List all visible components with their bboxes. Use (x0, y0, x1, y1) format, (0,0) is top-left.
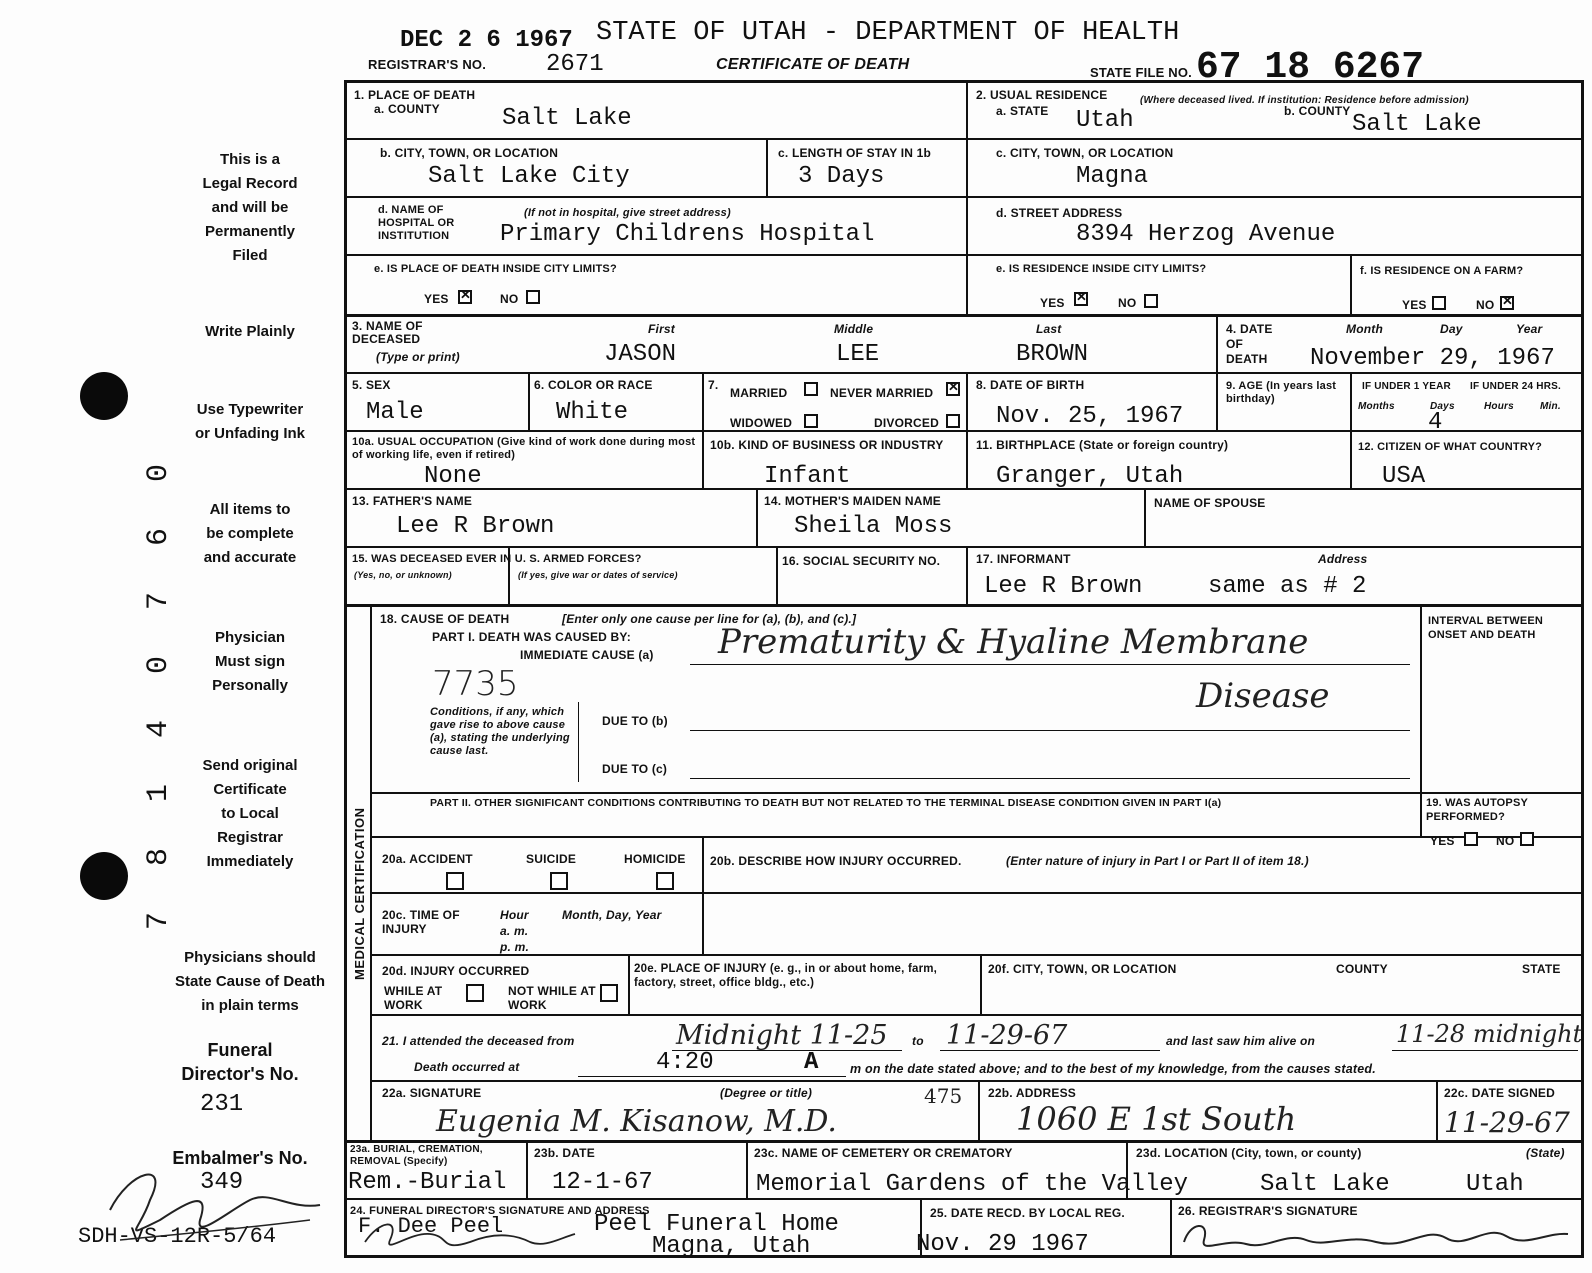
typewriter-note: Use Typewriter or Unfading Ink (195, 401, 305, 442)
res-limits-yes-checkbox[interactable] (1074, 292, 1088, 306)
homicide-checkbox[interactable] (656, 872, 674, 890)
not-while-at-work-checkbox[interactable] (600, 984, 618, 1002)
autopsy-yes-checkbox[interactable] (1464, 832, 1478, 846)
informant-name: Lee R Brown (984, 573, 1143, 600)
sex-label: 5. SEX (352, 378, 391, 392)
sex: Male (366, 399, 424, 426)
burial-date-label: 23b. DATE (534, 1146, 595, 1160)
res-limits-no-checkbox[interactable] (1144, 294, 1158, 308)
not-while-at-work-label: NOT WHILE AT WORK (508, 984, 596, 1012)
never-married-checkbox[interactable] (946, 382, 960, 396)
under-1-year-label: IF UNDER 1 YEAR (1362, 381, 1451, 392)
registrar-no-label: REGISTRAR'S NO. (368, 57, 487, 72)
due-to-c-label: DUE TO (c) (602, 762, 668, 776)
armed-note-2: (If yes, give war or dates of service) (518, 570, 678, 580)
death-statement: m on the date stated above; and to the best of my knowledge, from the causes stated. (850, 1062, 1376, 1076)
farm-yes-checkbox[interactable] (1432, 296, 1446, 310)
legal-record-note: This is a Legal Record and will be Permanently Filed (202, 151, 298, 264)
burial-location: Salt Lake (1260, 1171, 1390, 1198)
first-name-label: First (648, 322, 676, 336)
punch-hole-bottom (80, 852, 128, 900)
death-county-label: a. COUNTY (374, 102, 440, 116)
hour-label: Hour (500, 908, 529, 922)
immediate-cause: Prematurity & Hyaline Membrane (718, 622, 1309, 662)
funeral-director-sig-label: 24. FUNERAL DIRECTOR'S SIGNATURE AND ADDRESS (350, 1205, 650, 1217)
state-file-no: 67 18 6267 (1196, 46, 1425, 89)
business: Infant (764, 463, 851, 490)
deceased-name-label: 3. NAME OF DECEASED (352, 319, 423, 346)
due-to-b-label: DUE TO (b) (602, 714, 668, 728)
attended-to-label: to (912, 1034, 924, 1048)
injury-occurred-label: 20d. INJURY OCCURRED (382, 964, 530, 978)
divorced-label: DIVORCED (874, 416, 939, 430)
mother-label: 14. MOTHER'S MAIDEN NAME (764, 494, 942, 508)
am-label: a. m. (500, 924, 529, 938)
hospital-name: Primary Childrens Hospital (500, 221, 875, 248)
while-at-work-checkbox[interactable] (466, 984, 484, 1002)
spouse-label: NAME OF SPOUSE (1154, 496, 1266, 510)
burial-type: Rem.-Burial (348, 1169, 507, 1196)
funeral-director-signature (360, 1212, 580, 1258)
death-limits-yes-checkbox[interactable] (458, 290, 472, 304)
date-of-death-label: 4. DATE OF DEATH (1226, 322, 1273, 366)
state-cause-note: Physicians should State Cause of Death in plain terms (174, 949, 326, 1014)
married-label: MARRIED (730, 386, 788, 400)
send-original-note: Send original Certificate to Local Registrar Immediately (202, 757, 298, 870)
married-checkbox[interactable] (804, 382, 818, 396)
physician-note: Physician Must sign Personally (212, 629, 288, 694)
part1-label: PART I. DEATH WAS CAUSED BY: (432, 630, 631, 644)
middle-name-label: Middle (834, 322, 874, 336)
res-inside-limits-label: e. IS RESIDENCE INSIDE CITY LIMITS? (996, 263, 1207, 275)
time-of-death: 4:20 (656, 1049, 714, 1076)
funeral-director-label: Funeral Director's No. (181, 1040, 299, 1084)
length-of-stay: 3 Days (798, 163, 885, 190)
describe-injury-label: 20b. DESCRIBE HOW INJURY OCCURRED. (710, 854, 962, 868)
armed-note-1: (Yes, no, or unknown) (354, 570, 452, 580)
race-label: 6. COLOR OR RACE (534, 378, 653, 392)
pm-label: p. m. (500, 940, 530, 954)
vertical-file-number: 7 8 1 4 0 7 6 0 (142, 449, 176, 930)
autopsy-label: 19. WAS AUTOPSY PERFORMED? (1426, 797, 1528, 823)
date-received: Nov. 29 1967 (916, 1231, 1089, 1258)
interval-label: INTERVAL BETWEEN ONSET AND DEATH (1428, 615, 1544, 641)
farm-yes-label: YES (1402, 298, 1427, 312)
informant-address-label: Address (1318, 552, 1368, 566)
year-label: Year (1516, 322, 1543, 336)
cause-of-death-label: 18. CAUSE OF DEATH (380, 612, 510, 626)
attended-from: Midnight 11-25 (676, 1020, 888, 1051)
burial-state-label: (State) (1526, 1146, 1565, 1160)
days-label: Days (1430, 401, 1455, 412)
autopsy-no-checkbox[interactable] (1520, 832, 1534, 846)
death-occurred-label: Death occurred at (414, 1060, 520, 1074)
informant-address: same as # 2 (1208, 573, 1367, 600)
father-name: Lee R Brown (396, 513, 555, 540)
cause-note: [Enter only one cause per line for (a), (b), and (c).] (562, 612, 857, 626)
farm-label: f. IS RESIDENCE ON A FARM? (1360, 265, 1524, 277)
last-saw-date: 11-28 midnight (1396, 1020, 1583, 1048)
registrar-signature (1176, 1214, 1576, 1260)
last-name-label: Last (1036, 322, 1062, 336)
burial-label: 23a. BURIAL, CREMATION, REMOVAL (Specify) (350, 1144, 483, 1167)
injury-city-label: 20f. CITY, TOWN, OR LOCATION (988, 962, 1177, 976)
residence-note: (Where deceased lived. If institution: Residence before admission) (1140, 95, 1469, 106)
medical-certification-label: MEDICAL CERTIFICATION (352, 807, 367, 980)
widowed-checkbox[interactable] (804, 414, 818, 428)
residence-state: Utah (1076, 107, 1134, 134)
burial-date: 12-1-67 (552, 1169, 653, 1196)
physician-address: 1060 E 1st South (1016, 1100, 1297, 1138)
last-saw-label: and last saw him alive on (1166, 1034, 1316, 1048)
mother-name: Sheila Moss (794, 513, 953, 540)
under-24-hrs-label: IF UNDER 24 HRS. (1470, 381, 1561, 392)
residence-state-label: a. STATE (996, 104, 1049, 118)
age-label: 9. AGE (In years last birthday) (1226, 380, 1337, 405)
age-days: 4 (1428, 409, 1443, 436)
registrar-no: 2671 (546, 51, 604, 78)
farm-no-checkbox[interactable] (1500, 296, 1514, 310)
month-day-year-label: Month, Day, Year (562, 908, 662, 922)
death-city: Salt Lake City (428, 163, 630, 190)
res-limits-no-label: NO (1118, 296, 1137, 310)
citizen: USA (1382, 463, 1426, 490)
res-limits-yes-label: YES (1040, 296, 1065, 310)
degree-label: (Degree or title) (720, 1086, 813, 1100)
suicide-label: SUICIDE (526, 852, 577, 866)
business-label: 10b. KIND OF BUSINESS OR INDUSTRY (710, 438, 944, 452)
widowed-label: WIDOWED (730, 416, 793, 430)
time-of-injury-label: 20c. TIME OF INJURY (382, 908, 460, 936)
signature-label: 22a. SIGNATURE (382, 1086, 482, 1100)
autopsy-yes-label: YES (1430, 834, 1455, 848)
birth-date: Nov. 25, 1967 (996, 403, 1184, 430)
time-ampm: A (804, 1049, 819, 1076)
attended-label: 21. I attended the deceased from (382, 1034, 575, 1048)
death-county: Salt Lake (502, 105, 632, 132)
state-file-label: STATE FILE NO. (1090, 65, 1192, 80)
death-limits-no-checkbox[interactable] (526, 290, 540, 304)
race: White (556, 399, 629, 426)
attended-to: 11-29-67 (946, 1020, 1068, 1051)
street-address-label: d. STREET ADDRESS (996, 206, 1123, 220)
accident-label: 20a. ACCIDENT (382, 852, 473, 866)
birth-date-label: 8. DATE OF BIRTH (976, 378, 1085, 392)
father-label: 13. FATHER'S NAME (352, 494, 473, 508)
part2-label: PART II. OTHER SIGNIFICANT CONDITIONS CONTRIBUTING TO DEATH BUT NOT RELATED TO THE TERMINAL DISEASE CONDITION GIVEN IN PART I(a) (430, 797, 1222, 809)
middle-name: LEE (836, 341, 880, 368)
birthplace: Granger, Utah (996, 463, 1184, 490)
hospital-note: (If not in hospital, give street address) (524, 207, 731, 219)
min-label: Min. (1540, 401, 1561, 412)
funeral-director-no: 231 (200, 1091, 244, 1118)
death-limits-no-label: NO (500, 292, 519, 306)
while-at-work-label: WHILE AT WORK (384, 984, 443, 1012)
cemetery-name: Memorial Gardens of the Valley (756, 1171, 1189, 1198)
place-of-injury-label: 20e. PLACE OF INJURY (e. g., in or about home, farm, factory, street, office bldg., etc.) (634, 963, 938, 989)
embalmer-signature (90, 1150, 330, 1260)
hours-label: Hours (1484, 401, 1514, 412)
accident-checkbox[interactable] (446, 872, 464, 890)
months-label: Months (1358, 401, 1395, 412)
physician-number: 475 (924, 1084, 963, 1108)
day-label: Day (1440, 322, 1463, 336)
embalmer-no: 349 (200, 1169, 244, 1196)
length-of-stay-label: c. LENGTH OF STAY IN 1b (778, 146, 932, 160)
burial-state: Utah (1466, 1171, 1524, 1198)
received-stamp: DEC 2 6 1967 (400, 27, 573, 54)
autopsy-no-label: NO (1496, 834, 1515, 848)
citizen-label: 12. CITIZEN OF WHAT COUNTRY? (1358, 441, 1543, 453)
form-title: STATE OF UTAH - DEPARTMENT OF HEALTH (596, 18, 1180, 48)
occupation: None (424, 463, 482, 490)
death-limits-yes-label: YES (424, 292, 449, 306)
month-label: Month (1346, 322, 1383, 336)
write-plainly-note: Write Plainly (205, 323, 295, 340)
funeral-home: Peel Funeral Home (594, 1211, 839, 1238)
funeral-home-city: Magna, Utah (652, 1233, 811, 1260)
divorced-checkbox[interactable] (946, 414, 960, 428)
ssn-label: 16. SOCIAL SECURITY NO. (782, 554, 941, 568)
form-id: SDH-VS-12R-5/64 (78, 1224, 277, 1249)
cause-code: 7735 (432, 664, 519, 704)
describe-injury-note: (Enter nature of injury in Part I or Part II of item 18.) (1006, 854, 1309, 868)
injury-county-label: COUNTY (1336, 962, 1388, 976)
residence-label: 2. USUAL RESIDENCE (976, 88, 1108, 102)
punch-hole-top (80, 372, 128, 420)
homicide-label: HOMICIDE (624, 852, 686, 866)
residence-county: Salt Lake (1352, 111, 1482, 138)
address-label: 22b. ADDRESS (988, 1086, 1076, 1100)
never-married-label: NEVER MARRIED (830, 386, 934, 400)
conditions-note: Conditions, if any, which gave rise to above cause (a), stating the underlying cause last. (430, 706, 570, 757)
complete-note: All items to be complete and accurate (203, 501, 297, 566)
place-of-death-label: 1. PLACE OF DEATH (354, 88, 476, 102)
suicide-checkbox[interactable] (550, 872, 568, 890)
farm-no-label: NO (1476, 298, 1495, 312)
certificate-title: CERTIFICATE OF DEATH (716, 56, 910, 73)
funeral-director-name: F. Dee Peel (358, 1214, 504, 1239)
physician-signature: Eugenia M. Kisanow, M.D. (436, 1104, 837, 1139)
residence-county-label: b. COUNTY (1284, 104, 1351, 118)
armed-forces-label: 15. WAS DECEASED EVER IN U. S. ARMED FORCES? (352, 553, 642, 565)
deceased-name-note: (Type or print) (376, 350, 460, 364)
cemetery-label: 23c. NAME OF CEMETERY OR CREMATORY (754, 1146, 1013, 1160)
occupation-label: 10a. USUAL OCCUPATION (Give kind of work done during most of working life, even if retired) (352, 436, 696, 461)
immediate-cause-label: IMMEDIATE CAUSE (a) (520, 648, 654, 662)
hospital-label: d. NAME OF HOSPITAL OR INSTITUTION (378, 204, 455, 242)
registrar-sig-label: 26. REGISTRAR'S SIGNATURE (1178, 1204, 1358, 1218)
death-inside-limits-label: e. IS PLACE OF DEATH INSIDE CITY LIMITS? (374, 263, 617, 275)
birthplace-label: 11. BIRTHPLACE (State or foreign country) (976, 438, 1229, 452)
injury-state-label: STATE (1522, 962, 1561, 976)
residence-city: Magna (1076, 163, 1149, 190)
burial-location-label: 23d. LOCATION (City, town, or county) (1136, 1146, 1362, 1160)
immediate-cause-continued: Disease (1196, 676, 1330, 716)
first-name: JASON (604, 341, 677, 368)
death-city-label: b. CITY, TOWN, OR LOCATION (380, 146, 559, 160)
date-signed-label: 22c. DATE SIGNED (1444, 1086, 1556, 1100)
informant-label: 17. INFORMANT (976, 552, 1071, 566)
date-received-label: 25. DATE RECD. BY LOCAL REG. (930, 1206, 1125, 1220)
last-name: BROWN (1016, 341, 1089, 368)
street-address: 8394 Herzog Avenue (1076, 221, 1336, 248)
date-signed: 11-29-67 (1444, 1106, 1570, 1139)
embalmer-label: Embalmer's No. (172, 1148, 308, 1168)
date-of-death: November 29, 1967 (1310, 345, 1555, 372)
residence-city-label: c. CITY, TOWN, OR LOCATION (996, 146, 1174, 160)
